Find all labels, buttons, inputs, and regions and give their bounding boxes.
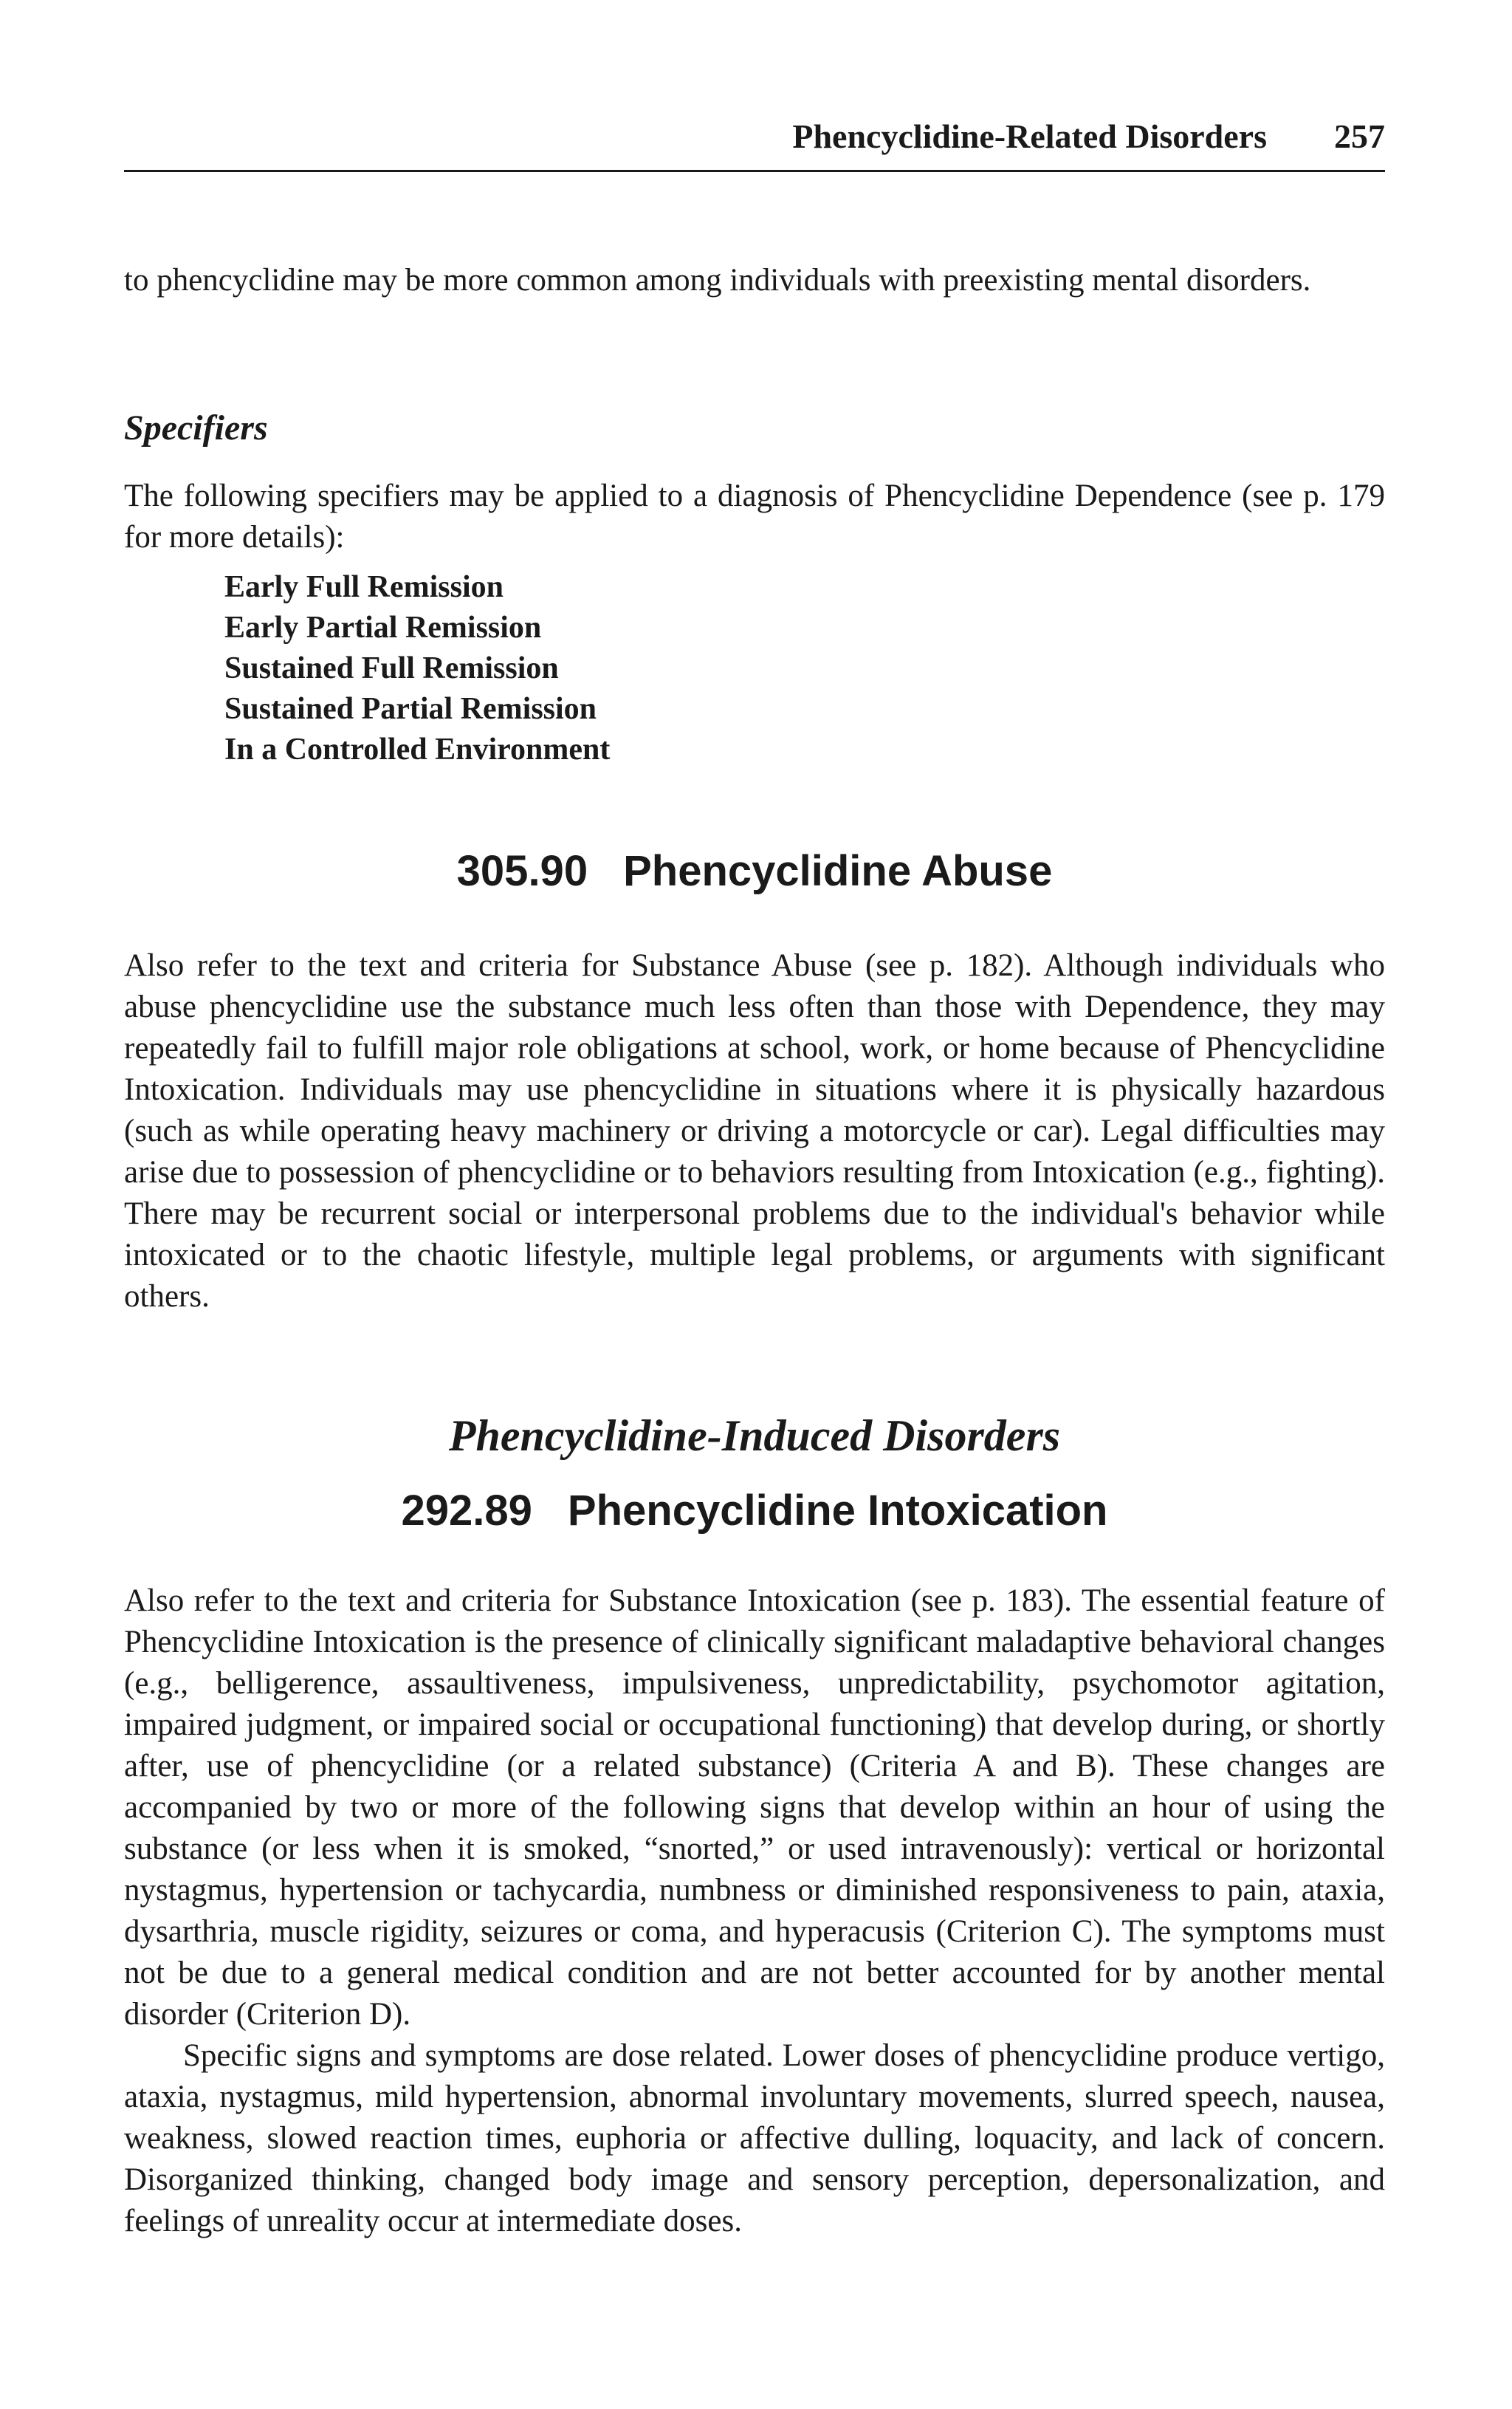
specifier-item: Early Full Remission <box>224 570 504 604</box>
specifiers-intro: The following specifiers may be applied to a diagnosis of Phencyclidine Dependence (see p. 179 for more details): <box>124 479 1385 555</box>
abuse-title: Phencyclidine Abuse <box>623 847 1053 895</box>
specifiers-list <box>224 567 1258 770</box>
running-title: Phencyclidine-Related Disorders <box>792 117 1267 155</box>
intoxication-paragraph-1: Also refer to the text and criteria for Substance Intoxication (see p. 183). The essential feature of Phencyclidine Intoxication is the presence of clinically significant maladaptive behavioral changes (e.g., belligerence, assaultiveness, impulsiveness, unpredictability, psychomotor agitation, impaired judgment, or impaired social or occupational functioning) that develop during, or shortly after, use of phencyclidine (or a related substance) (Criteria A and B). These changes are accompanied by two or more of the following signs that develop within an hour of using the substance (or less when it is smoked, “snorted,” or used intravenously): vertical or horizontal nystagmus, hypertension or tachycardia, numbness or diminished responsiveness to pain, ataxia, dysarthria, muscle rigidity, seizures or coma, and hyperacusis (Criterion C). The symptoms must not be due to a general medical condition and are not better accounted for by another mental disorder (Criterion D). <box>124 1583 1385 2032</box>
induced-disorders-heading: Phencyclidine-Induced Disorders <box>448 1411 1061 1460</box>
specifiers-intro-block <box>124 476 1385 558</box>
abuse-heading <box>124 846 1385 896</box>
specifier-item: Early Partial Remission <box>224 611 542 645</box>
specifier-item: Sustained Full Remission <box>224 651 559 685</box>
abuse-code: 305.90 <box>456 847 588 895</box>
intro-continuation: to phencyclidine may be more common among individuals with preexisting mental disorders. <box>124 263 1311 298</box>
intoxication-code: 292.89 <box>401 1487 532 1535</box>
specifiers-heading: Specifiers <box>124 408 268 448</box>
intoxication-paragraph-2: Specific signs and symptoms are dose related. Lower doses of phencyclidine produce vertigo, ataxia, nystagmus, mild hypertension, abnormal involuntary movements, slurred speech, nausea, weakness, slowed reaction times, euphoria or affective dulling, loquacity, and lack of concern. Disorganized thinking, changed body image and sensory perception, depersonalization, and feelings of unreality occur at intermediate doses. <box>124 2038 1385 2238</box>
specifiers-section <box>124 408 1385 448</box>
intoxication-title: Phencyclidine Intoxication <box>567 1487 1108 1535</box>
running-header <box>124 111 1385 172</box>
intoxication-text-block <box>124 1580 1385 2242</box>
intro-continuation-block <box>124 260 1385 301</box>
abuse-text: Also refer to the text and criteria for Substance Abuse (see p. 182). Although individuals who abuse phencyclidine use the substance much less often than those with Dependence, they may repeatedly fail to fulfill major role obligations at school, work, or home because of Phencyclidine Intoxication. Individuals may use phencyclidine in situations where it is physically hazardous (such as while operating heavy machinery or driving a motorcycle or car). Legal difficulties may arise due to possession of phencyclidine or to behaviors resulting from Intoxication (e.g., fighting). There may be recurrent social or interpersonal problems due to the individual's behavior while intoxicated or to the chaotic lifestyle, multiple legal problems, or arguments with significant others. <box>124 948 1385 1314</box>
intoxication-heading <box>124 1486 1385 1535</box>
page-number: 257 <box>1334 117 1385 155</box>
specifier-item: Sustained Partial Remission <box>224 692 597 726</box>
specifier-item: In a Controlled Environment <box>224 733 611 767</box>
abuse-text-block <box>124 945 1385 1317</box>
